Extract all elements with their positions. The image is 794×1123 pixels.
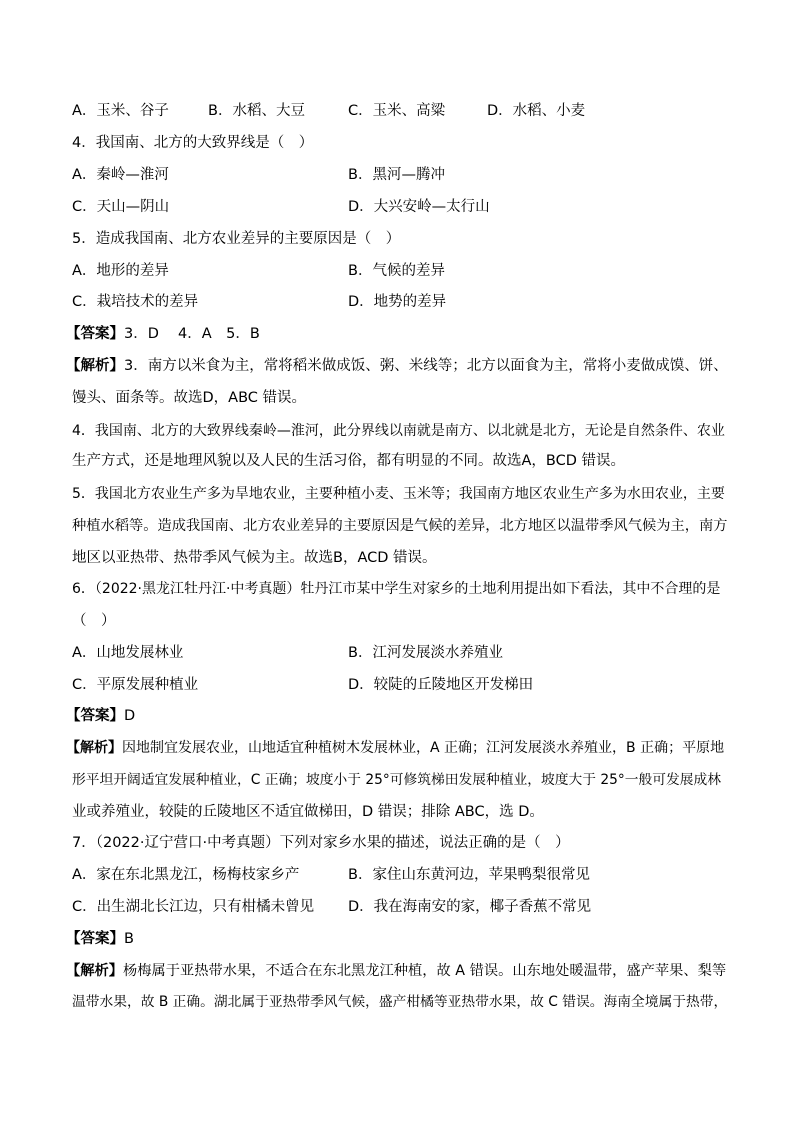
q4-option-a: A．秦岭—淮河 xyxy=(72,167,169,183)
q7-analysis-line-2: 温带水果，故 B 正确。湖北属于亚热带季风气候，盛产柑橘等亚热带水果，故 C 错误。海南全境属于热带， xyxy=(72,994,728,1010)
q6-analysis-line-1: 【解析】因地制宜发展农业，山地适宜种植树木发展林业，A 正确；江河发展淡水养殖业，B 正确；平原地 xyxy=(66,740,725,756)
analysis-3-line-1: 【解析】3．南方以米食为主，常将稻米做成饭、粥、米线等；北方以面食为主，常将小麦做成馍、饼、 xyxy=(66,358,728,374)
q4-option-d: D．大兴安岭—太行山 xyxy=(348,199,490,215)
q6-answer: 【答案】D xyxy=(66,708,136,724)
q6-option-c: C．平原发展种植业 xyxy=(72,677,199,693)
analysis-4-line-2: 生产方式，还是地理风貌以及人民的生活习俗，都有明显的不同。故选A，BCD 错误。 xyxy=(72,453,626,469)
q7-option-d: D．我在海南安的家，椰子香蕉不常见 xyxy=(348,899,592,915)
q7-option-a: A．家在东北黑龙江，杨梅枝家乡产 xyxy=(72,867,300,883)
answer-values: 3．D 4．A 5．B xyxy=(124,326,260,342)
analysis-5-line-2: 种植水稻等。造成我国南、北方农业差异的主要原因是气候的差异，北方地区以温带季风气候为主，南方 xyxy=(72,518,728,534)
q6-stem-line-2: （ ） xyxy=(72,613,116,629)
q7-answer: 【答案】B xyxy=(66,931,134,947)
q6-stem-line-1: 6．（2022·黑龙江牡丹江·中考真题）牡丹江市某中学生对家乡的土地利用提出如下看法，其中不合理的是 xyxy=(72,581,721,597)
q3-option-a: A．玉米、谷子 xyxy=(72,103,169,119)
q5-option-d: D．地势的差异 xyxy=(348,294,447,310)
q6-option-a: A．山地发展林业 xyxy=(72,645,184,661)
q6-option-b: B．江河发展淡水养殖业 xyxy=(348,645,503,661)
q5-stem: 5．造成我国南、北方农业差异的主要原因是（ ） xyxy=(72,231,401,247)
q6-analysis-line-2: 形平坦开阔适宜发展种植业，C 正确；坡度小于 25°可修筑梯田发展种植业，坡度大于 25°一般可发展成林 xyxy=(72,772,721,788)
q6-option-d: D．较陡的丘陵地区开发梯田 xyxy=(348,677,534,693)
q3-option-d: D．水稻、小麦 xyxy=(487,103,586,119)
q7-option-b: B．家住山东黄河边，苹果鸭梨很常见 xyxy=(348,867,590,883)
q5-option-a: A．地形的差异 xyxy=(72,263,169,279)
q4-stem: 4．我国南、北方的大致界线是（ ） xyxy=(72,135,314,151)
q7-stem: 7．（2022·辽宁营口·中考真题）下列对家乡水果的描述，说法正确的是（ ） xyxy=(72,835,570,851)
answer-3-5 xyxy=(66,324,260,344)
q7-option-c: C．出生湖北长江边，只有柑橘未曾见 xyxy=(72,899,315,915)
q7-analysis-line-1: 【解析】杨梅属于亚热带水果，不适合在东北黑龙江种植，故 A 错误。山东地处暖温带，盛产苹果、梨等 xyxy=(66,963,727,979)
analysis-tag: 【解析】 xyxy=(66,358,124,374)
analysis-4-line-1: 4．我国南、北方的大致界线秦岭—淮河，此分界线以南就是南方、以北就是北方，无论是自然条件、农业 xyxy=(72,423,725,439)
q5-option-c: C．栽培技术的差异 xyxy=(72,294,199,310)
q5-option-b: B．气候的差异 xyxy=(348,263,445,279)
analysis-5-line-3: 地区以亚热带、热带季风气候为主。故选B，ACD 错误。 xyxy=(72,550,437,566)
q4-option-b: B．黑河—腾冲 xyxy=(348,167,445,183)
q4-option-c: C．天山—阴山 xyxy=(72,199,170,215)
analysis-5-line-1: 5．我国北方农业生产多为旱地农业，主要种植小麦、玉米等；我国南方地区农业生产多为水田农业，主要 xyxy=(72,486,725,502)
analysis-3-line-2: 馒头、面条等。故选D，ABC 错误。 xyxy=(72,390,307,406)
answer-tag: 【答案】 xyxy=(66,326,124,342)
q6-analysis-line-3: 业或养殖业，较陡的丘陵地区不适宜做梯田，D 错误；排除 ABC，选 D。 xyxy=(72,804,544,820)
q3-option-c: C．玉米、高粱 xyxy=(348,103,446,119)
q3-option-b: B．水稻、大豆 xyxy=(208,103,305,119)
